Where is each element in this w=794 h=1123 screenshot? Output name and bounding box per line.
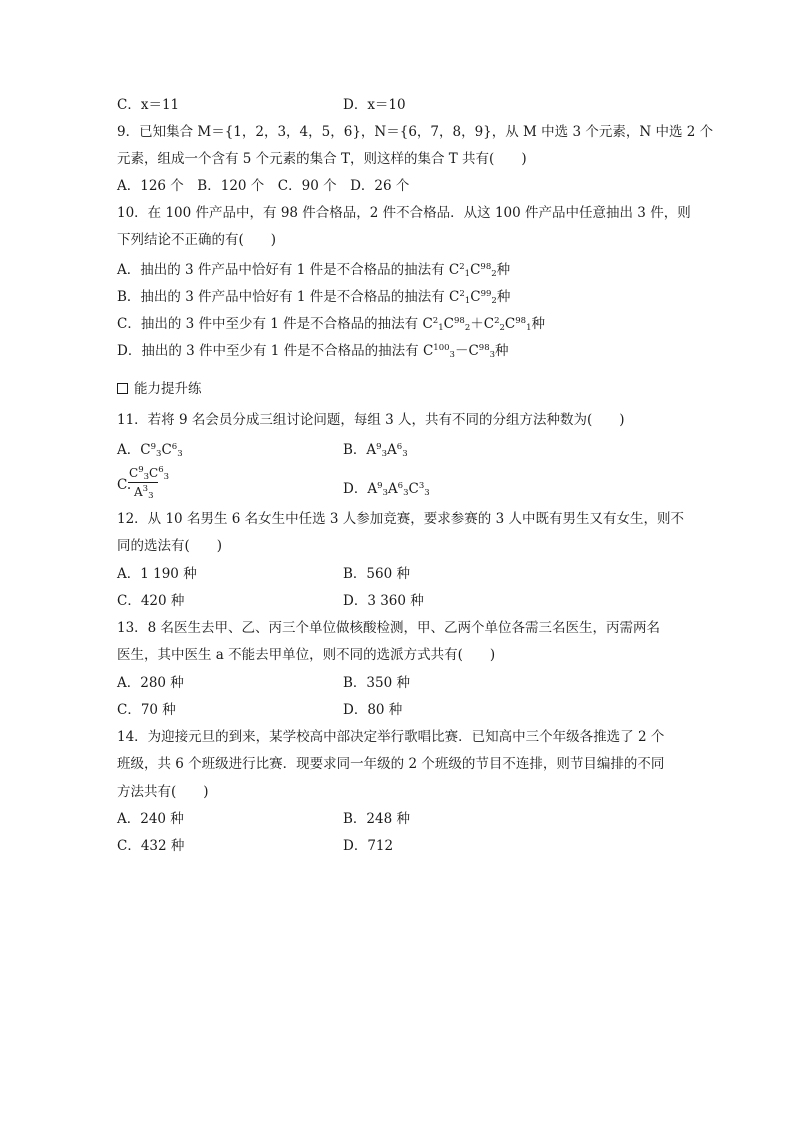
q11-d-sup3: 3 [418,481,425,491]
q11-option-a [117,438,183,463]
q10-d-sub1: 3 [449,350,455,360]
q10-c-sub1: 1 [438,323,444,333]
q9-options: A．126 个 B．120 个 C．90 个 D．26 个 [117,178,410,194]
q11-c-fraction-bar [128,482,158,483]
q10-option-d [117,339,509,364]
q11-d-sup2: 6 [397,481,404,491]
q13-stem-line2: 医生，其中医生 a 不能去甲单位，则不同的选派方式共有( ) [117,647,496,663]
q10-option-c [117,312,545,337]
q14-option-a: A．240 种 [117,811,184,827]
q11-d-label: D．A [343,481,378,497]
q11-c-sup3: 3 [142,484,149,494]
q12-option-a: A．1 190 种 [117,566,197,582]
q11-d-sub3: 3 [424,488,430,498]
q14-option-c: C．432 种 [117,838,185,854]
q11-b-sub1: 3 [381,449,388,459]
q11-c-sub3: 3 [148,491,154,501]
q9-stem-line1: 9．已知集合 M＝{1，2，3，4，5，6}，N＝{6，7，8，9}，从 M 中选 3 个元素，N 中选 2 个 [117,124,714,140]
q10-b-text: B．抽出的 3 件产品中恰好有 1 件是不合格品的抽法有 C [117,289,460,305]
q10-c-c2: C [504,316,516,332]
q13-option-c: C．70 种 [117,702,176,718]
q8-option-c: C．x＝11 [117,97,180,113]
q14-stem-line2: 班级，共 6 个班级进行比赛．现要求同一年级的 2 个班级的节目不连排，则节目编排的不同 [117,756,665,772]
q10-a-sub2: 2 [491,269,497,279]
q10-b-sup1: 2 [459,289,465,299]
q11-d-sub1: 3 [382,488,388,498]
q13-option-a: A．280 种 [117,675,184,691]
q13-option-d: D．80 种 [343,702,403,718]
q10-c-sub4: 1 [526,323,532,333]
q11-b-sub2: 3 [402,449,408,459]
q10-c-sub3: 2 [499,323,505,333]
q10-c-sup1: 2 [432,316,439,326]
q10-a-sub1: 1 [464,269,471,279]
q10-b-unit: 种 [496,289,511,305]
q10-a-sup1: 2 [459,262,465,272]
q10-b-sub1: 1 [464,296,471,306]
q11-c-sup1: 9 [138,465,144,475]
q14-option-b: B．248 种 [343,811,410,827]
q10-d-sub2: 3 [489,350,496,360]
q11-c-label: C. [117,477,132,493]
q11-d-sub2: 3 [403,488,409,498]
q11-c-numerator: $C^9_3C^6_3$ [129,465,170,482]
q14-option-d: D．712 [343,838,394,854]
q10-c-c1: C [443,316,454,332]
q12-option-b: B．560 种 [343,566,410,582]
q12-option-d: D．3 360 种 [343,593,424,609]
q11-a-c: C [161,442,172,458]
q10-d-sup1: 100 [433,343,450,353]
q13-option-b: B．350 种 [343,675,410,691]
q11-c-sub1: 3 [143,472,150,482]
checkbox-square-icon [117,383,128,394]
q11-b-label: B．A [343,442,377,458]
q13-stem-line1: 13．8 名医生去甲、乙、丙三个单位做核酸检测，甲、乙两个单位各需三名医生，丙需两名 [117,620,661,636]
q10-option-a [117,258,510,283]
q14-stem-line1: 14．为迎接元旦的到来，某学校高中部决定举行歌唱比赛．已知高中三个年级各推选了 2 个 [117,729,665,745]
q10-c-sub2: 2 [464,323,471,333]
q11-d-c: C [408,481,419,497]
q11-d-sup1: 9 [377,481,383,491]
q10-option-b [117,285,510,310]
q10-stem-line1: 10．在 100 件产品中，有 98 件合格品，2 件不合格品．从这 100 件产品中任意抽出 3 件，则 [117,205,691,221]
q12-option-c: C．420 种 [117,593,185,609]
q10-d-sup2: 98 [478,343,490,353]
q11-c-sub2: 3 [163,472,170,482]
q10-stem-line2: 下列结论不正确的有( ) [117,232,277,248]
q10-d-minus: －C [454,343,479,359]
q11-d-a: A [387,481,398,497]
q10-b-sub2: 2 [491,296,497,306]
q11-a-sub1: 3 [156,449,162,459]
section-header [117,377,202,397]
q10-c-sup3: 2 [494,316,500,326]
q10-b-c: C [470,289,481,305]
q11-a-sup1: 9 [150,442,157,452]
q10-a-c: C [470,262,481,278]
q11-option-d [343,477,430,502]
q11-b-sup1: 9 [376,442,382,452]
q10-c-plus: ＋C [470,316,495,332]
q10-b-sup2: 99 [480,289,492,299]
q11-stem: 11．若将 9 名会员分成三组讨论问题，每组 3 人，共有不同的分组方法种数为( ) [117,412,625,428]
q10-d-text: D．抽出的 3 件中至少有 1 件是不合格品的抽法有 C [117,343,434,359]
q10-c-sup2: 98 [453,316,465,326]
q10-d-unit: 种 [495,343,509,359]
q10-c-text: C．抽出的 3 件中至少有 1 件是不合格品的抽法有 C [117,316,433,332]
q10-a-unit: 种 [496,262,511,278]
q11-a-label: A．C [117,442,151,458]
q12-stem-line1: 12．从 10 名男生 6 名女生中任选 3 人参加竞赛，要求参赛的 3 人中既有男生又有女生，则不 [117,511,684,527]
q10-c-sup4: 98 [515,316,527,326]
q11-b-sup2: 6 [396,442,403,452]
q11-c-denominator: $A^3_3$ [134,484,154,501]
q11-c-sup2: 6 [158,465,164,475]
q11-b-a: A [387,442,397,458]
q8-option-d: D．x＝10 [343,97,406,113]
q11-option-b [343,438,408,463]
q11-a-sub2: 3 [177,449,183,459]
q11-a-sup2: 6 [171,442,178,452]
section-title: 能力提升练 [134,381,202,397]
q10-a-text: A．抽出的 3 件产品中恰好有 1 件是不合格品的抽法有 C [117,262,460,278]
q10-a-sup2: 98 [480,262,492,272]
q10-c-unit: 种 [531,316,546,332]
q9-stem-line2: 元素，组成一个含有 5 个元素的集合 T，则这样的集合 T 共有( ) [117,151,527,167]
q14-stem-line3: 方法共有( ) [117,784,209,800]
q12-stem-line2: 同的选法有( ) [117,538,223,554]
